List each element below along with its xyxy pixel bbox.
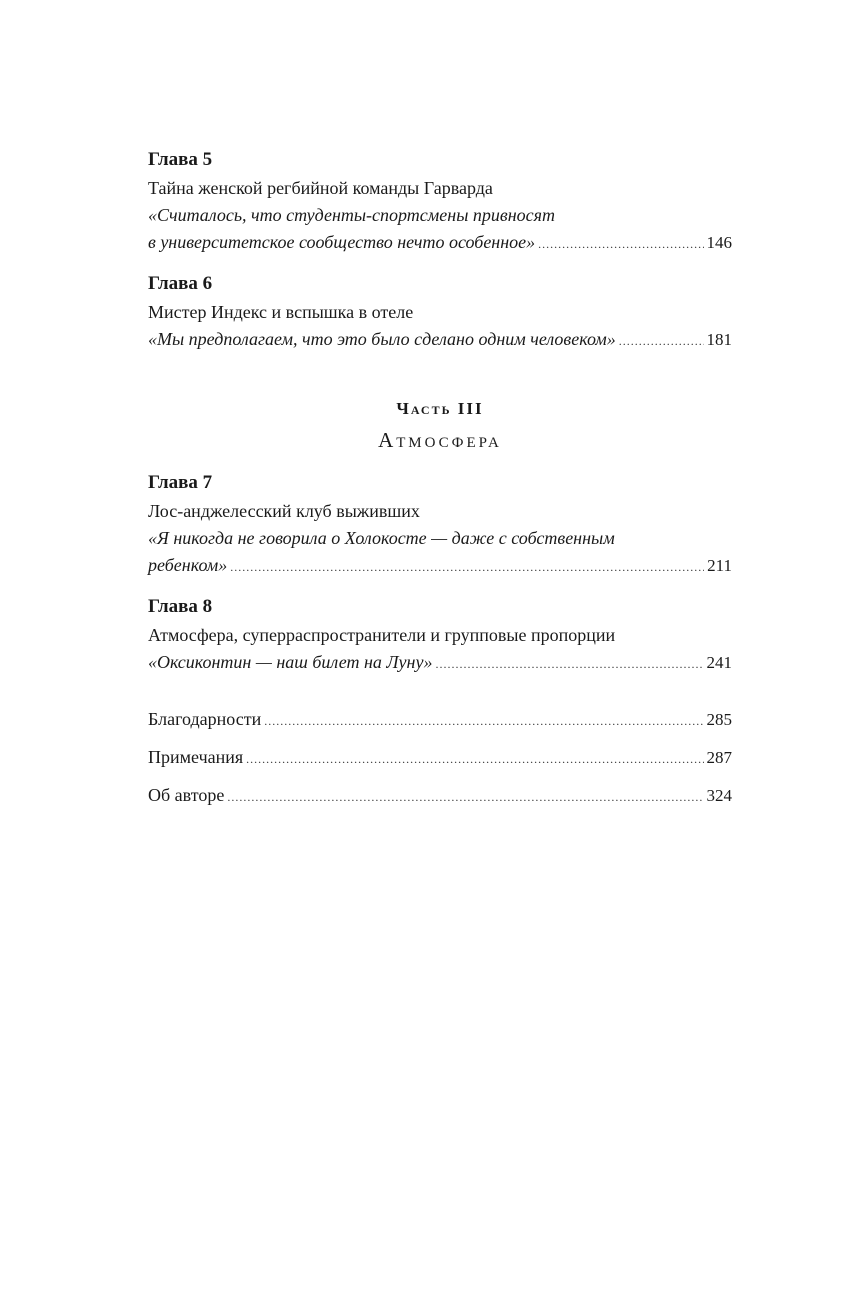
chapter-label: Глава 5 [148,149,213,170]
part-title: Атмосфера [378,428,502,452]
entry-title: Примечания [148,747,244,767]
dot-leader [264,702,703,740]
part-label: Часть III [396,399,484,418]
toc-chapter-5 [148,146,732,258]
toc-entry-line[interactable] [148,649,732,678]
chapter-quote-line: «Считалось, что студенты-спортсмены привносят [148,205,555,225]
toc-entry-about-author[interactable] [148,776,732,814]
table-of-contents [148,146,732,814]
entry-title: Благодарности [148,709,262,729]
chapter-quote-line: «Мы предполагаем, что это было сделано одним человеком» [148,329,616,349]
toc-entry-acknowledgements[interactable] [148,700,732,738]
chapter-label: Глава 6 [148,273,213,294]
dot-leader [227,778,703,816]
toc-backmatter [148,700,732,814]
page-number: 324 [706,786,732,805]
chapter-title: Атмосфера, суперраспространители и групповые пропорции [148,625,616,645]
toc-entry-notes[interactable] [148,738,732,776]
toc-entry-line[interactable] [148,326,732,355]
entry-title: Об авторе [148,785,225,805]
chapter-title: Лос-анджелесский клуб выживших [148,501,420,521]
toc-entry-line[interactable] [148,552,732,581]
chapter-quote-line: «Оксиконтин — наш билет на Луну» [148,652,433,672]
page-number: 211 [707,556,732,575]
toc-chapter-7 [148,469,732,581]
page-number: 146 [706,233,732,252]
part-heading [148,395,732,457]
toc-chapter-6 [148,270,732,355]
toc-entry-line[interactable] [148,229,732,258]
chapter-quote-line: ребенком» [148,555,228,575]
page-number: 181 [706,330,732,349]
dot-leader [538,231,703,258]
page-number: 241 [706,653,732,672]
page-number: 285 [706,710,732,729]
dot-leader [230,554,704,581]
page-number: 287 [706,748,732,767]
dot-leader [246,740,703,778]
chapter-label: Глава 7 [148,472,213,493]
chapter-quote-line: «Я никогда не говорила о Холокосте — даже с собственным [148,528,615,548]
chapter-quote-line: в университетское сообщество нечто особенное» [148,232,536,252]
chapter-label: Глава 8 [148,596,213,617]
chapter-title: Мистер Индекс и вспышка в отеле [148,302,414,322]
dot-leader [435,651,703,678]
toc-chapter-8 [148,593,732,678]
chapter-title: Тайна женской регбийной команды Гарварда [148,178,493,198]
dot-leader [619,328,704,355]
